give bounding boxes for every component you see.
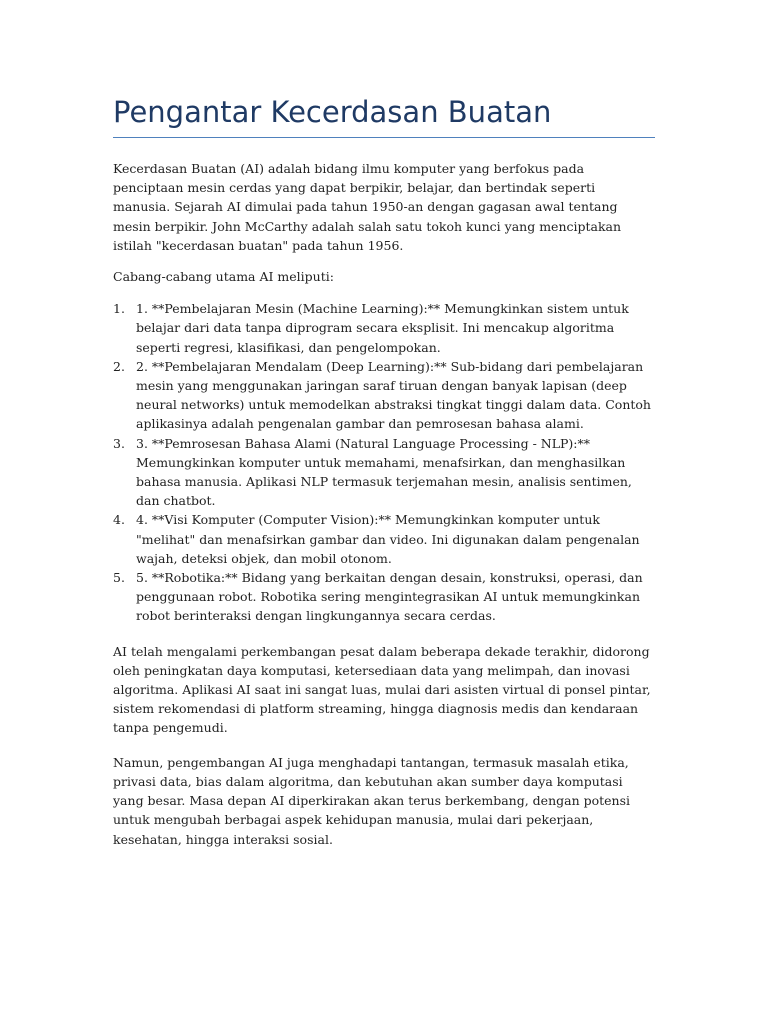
list-lead-paragraph: Cabang-cabang utama AI meliputi: bbox=[113, 269, 334, 285]
list-item-text: 4. **Visi Komputer (Computer Vision):** Memungkinkan komputer untuk "melihat" dan menafsirkan gambar dan video. Ini digunakan dalam pengenalan wajah, deteksi objek, dan mobil otonom. bbox=[136, 512, 640, 566]
ai-branches-list bbox=[113, 299, 655, 625]
list-item-nlp bbox=[113, 434, 655, 511]
list-item-number: 5. bbox=[113, 570, 125, 586]
list-item-text: 3. **Pemrosesan Bahasa Alami (Natural Language Processing - NLP):** Memungkinkan komputer untuk memahami, menafsirkan, dan menghasilkan bahasa manusia. Aplikasi NLP termasuk terjemahan mesin, analisis sentimen, dan chatbot. bbox=[136, 435, 632, 509]
list-item-computer-vision bbox=[113, 510, 655, 568]
list-item-text: 5. **Robotika:** Bidang yang berkaitan dengan desain, konstruksi, operasi, dan penggunaan robot. Robotika sering mengintegrasikan AI untuk memungkinkan robot berinteraksi dengan lingkungannya secara cerdas. bbox=[136, 570, 643, 624]
document-page bbox=[113, 92, 655, 849]
document-title: Pengantar Kecerdasan Buatan bbox=[113, 92, 655, 138]
list-item-text: 2. **Pembelajaran Mendalam (Deep Learning):** Sub-bidang dari pembelajaran mesin yang menggunakan jaringan saraf tiruan dengan banyak lapisan (deep neural networks) untuk memodelkan abstraksi tingkat tinggi dalam data. Contoh aplikasinya adalah pengenalan gambar dan pemrosesan bahasa alami. bbox=[136, 358, 651, 432]
list-item-machine-learning bbox=[113, 299, 655, 357]
list-item-number: 4. bbox=[113, 512, 125, 528]
intro-paragraph: Kecerdasan Buatan (AI) adalah bidang ilmu komputer yang berfokus pada penciptaan mesin cerdas yang dapat berpikir, belajar, dan bertindak seperti manusia. Sejarah AI dimulai pada tahun 1950-an dengan gagasan awal tentang mesin berpikir. John McCarthy adalah salah satu tokoh kunci yang menciptakan istilah "kecerdasan buatan" pada tahun 1956. bbox=[113, 161, 622, 253]
list-item-deep-learning bbox=[113, 357, 655, 434]
challenges-paragraph: Namun, pengembangan AI juga menghadapi tantangan, termasuk masalah etika, privasi data, bias dalam algoritma, dan kebutuhan akan sumber daya komputasi yang besar. Masa depan AI diperkirakan akan terus berkembang, dengan potensi untuk mengubah berbagai aspek kehidupan manusia, mulai dari pekerjaan, kesehatan, hingga interaksi sosial. bbox=[113, 754, 631, 847]
list-item-text: 1. **Pembelajaran Mesin (Machine Learning):** Memungkinkan sistem untuk belajar dari data tanpa diprogram secara eksplisit. Ini mencakup algoritma seperti regresi, klasifikasi, dan pengelompokan. bbox=[136, 301, 629, 355]
list-item-number: 3. bbox=[113, 435, 125, 451]
list-item-robotics bbox=[113, 568, 655, 626]
progress-paragraph: AI telah mengalami perkembangan pesat dalam beberapa dekade terakhir, didorong oleh peningkatan daya komputasi, ketersediaan data yang melimpah, dan inovasi algoritma. Aplikasi AI saat ini sangat luas, mulai dari asisten virtual di ponsel pintar, sistem rekomendasi di platform streaming, hingga diagnosis medis dan kendaraan tanpa pengemudi. bbox=[113, 643, 651, 736]
list-item-number: 1. bbox=[113, 301, 125, 317]
list-item-number: 2. bbox=[113, 358, 125, 374]
